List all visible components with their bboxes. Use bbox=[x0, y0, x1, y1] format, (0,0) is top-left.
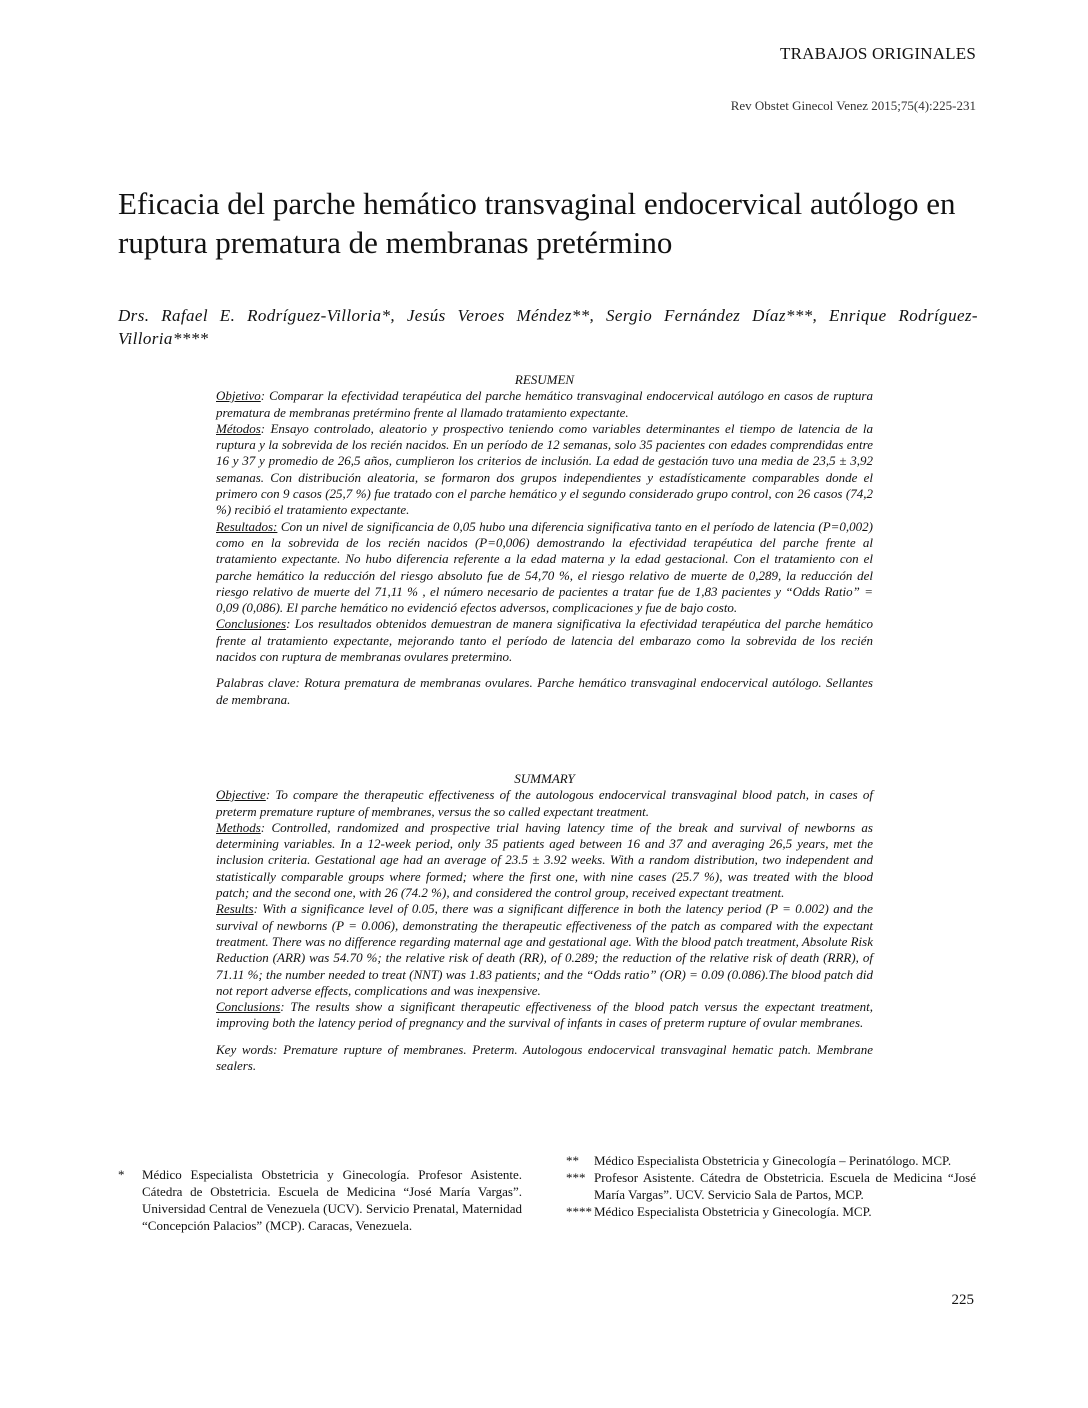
key-words: Key words: Premature rupture of membranes. Preterm. Autologous endocervical transvaginal hematic patch. Membrane sealers. bbox=[216, 1041, 873, 1074]
author-list: Drs. Rafael E. Rodríguez-Villoria*, Jesús Veroes Méndez**, Sergio Fernández Díaz***, Enrique Rodríguez-Villoria**** bbox=[118, 306, 978, 348]
objetivo-label: Objetivo bbox=[216, 388, 261, 404]
journal-citation: Rev Obstet Ginecol Venez 2015;75(4):225-231 bbox=[730, 98, 976, 113]
footnote-item bbox=[566, 1152, 976, 1169]
footnote-item bbox=[566, 1203, 976, 1220]
conclusiones-text: : Los resultados obtenidos demuestran de manera significativa la efectividad terapéutica del parche hemático frente al tratamiento expectante, mejorando tanto el período de latencia del embarazo como la sobrevida de los recién nacidos con ruptura de membranas ovulares pretermino. bbox=[216, 616, 873, 665]
footnote-mark: * bbox=[118, 1167, 125, 1182]
resumen-objetivo bbox=[216, 388, 873, 421]
article-title: Eficacia del parche hemático transvaginal endocervical autólogo en ruptura prematura de membranas pretérmino bbox=[118, 186, 956, 260]
resumen-heading: RESUMEN bbox=[514, 372, 575, 387]
footnote-text: Médico Especialista Obstetricia y Ginecología – Perinatólogo. MCP. bbox=[594, 1153, 952, 1168]
metodos-text: : Ensayo controlado, aleatorio y prospectivo teniendo como variables determinantes el tiempo de latencia de la ruptura y la sobrevida de los recién nacidos. En un período de 12 semanas, solo 35 pacientes con edades comprendidas entre 16 y 37 y promedio de 26,5 años, cumplieron los criterios de inclusión. La edad de gestación tuvo una media de 23,5 ± 3,92 semanas. Con distribución aleatoria, se formaron dos grupos independientes y estadísticamente comparables donde el primero con 9 casos (25,7 %) fue tratado con el parche hemático y el segundo considerado grupo control, con 26 casos (74,2 %) recibió el tratamiento expectante. bbox=[216, 420, 873, 518]
objective-label: Objective bbox=[216, 787, 266, 803]
footnotes-left bbox=[118, 1166, 522, 1234]
footnote-item bbox=[118, 1166, 522, 1234]
footnote-mark: ** bbox=[566, 1153, 579, 1168]
conclusiones-label: Conclusiones bbox=[216, 616, 287, 632]
footnote-mark: *** bbox=[566, 1170, 586, 1185]
resumen-abstract bbox=[216, 372, 873, 708]
methods-text: : Controlled, randomized and prospective trial having latency time of the break and survival of newborns as determining variables. In a 12-week period, only 35 patients aged between 16 and 37 and averaging 26,5 years, met the inclusion criteria. Gestational age had an average of 23.5 ± 3.92 weeks. With a random distribution, two independent and statistically comparable groups where formed; where the first one, with nine cases (25.7 %), was treated with the blood patch; and the second one, with 26 (74.2 %), and considered the control group, received expectant treatment. bbox=[216, 819, 873, 901]
section-label: TRABAJOS ORIGINALES bbox=[779, 44, 976, 63]
conclusions-label: Conclusions bbox=[216, 999, 281, 1015]
summary-heading: SUMMARY bbox=[514, 771, 575, 786]
results-text: : With a significance level of 0.05, there was a significant difference in both the latency period (P = 0.002) and the survival of newborns (P = 0.006), demonstrating the therapeutic effectiveness of the patch as compared with the expectant treatment. There was no difference regarding maternal age and gestational age. With the blood patch treatment, Absolute Risk Reduction (ARR) was 54.70 %; the relative risk of death (RR), of 0.289; the reduction of the relative risk of death (RRR), of 71.11 %; the number needed to treat (NNT) was 1.83 patients; and the “Odds ratio” (OR) = 0.09 (0.086).The blood patch did not report adverse effects, complications and was inexpensive. bbox=[216, 901, 873, 998]
palabras-clave: Palabras clave: Rotura prematura de membranas ovulares. Parche hemático transvaginal endocervical autólogo. Sellantes de membrana. bbox=[216, 675, 873, 707]
results-label: Results bbox=[216, 901, 254, 917]
objetivo-text: : Comparar la efectividad terapéutica del parche hemático transvaginal endocervical autólogo en casos de ruptura prematura de membranas pretérmino frente al llamado tratamiento expectante. bbox=[216, 388, 873, 420]
summary-conclusions bbox=[216, 999, 873, 1032]
summary-results bbox=[216, 901, 873, 999]
summary-objective bbox=[216, 787, 873, 820]
resultados-label: Resultados: bbox=[216, 518, 278, 534]
resumen-metodos bbox=[216, 421, 873, 519]
resumen-resultados bbox=[216, 519, 873, 617]
conclusions-text: : The results show a significant therapeutic effectiveness of the blood patch versus the expectant treatment, improving both the latency period of pregnancy and the survival of infants in cases of preterm rupture of ovular membranes. bbox=[216, 999, 873, 1031]
summary-abstract bbox=[216, 771, 873, 1074]
methods-label: Methods bbox=[216, 819, 261, 835]
page-number: 225 bbox=[951, 1292, 974, 1308]
footnote-item bbox=[566, 1169, 976, 1203]
metodos-label: Métodos bbox=[216, 420, 261, 436]
resumen-conclusiones bbox=[216, 616, 873, 665]
footnote-text: Profesor Asistente. Cátedra de Obstetricia. Escuela de Medicina “José María Vargas”. UCV. Servicio Sala de Partos, MCP. bbox=[594, 1170, 976, 1202]
footnote-text: Médico Especialista Obstetricia y Ginecología. MCP. bbox=[594, 1204, 872, 1219]
footnote-text: Médico Especialista Obstetricia y Ginecología. Profesor Asistente. Cátedra de Obstetricia. Escuela de Medicina “José María Vargas”. Universidad Central de Venezuela (UCV). Servicio Prenatal, Maternidad “Concepción Palacios” (MCP). Caracas, Venezuela. bbox=[142, 1167, 522, 1233]
objective-text: : To compare the therapeutic effectiveness of the autologous endocervical transvaginal blood patch, in cases of preterm premature rupture of membranes, versus the so called expectant treatment. bbox=[216, 787, 873, 819]
footnote-mark: **** bbox=[566, 1204, 592, 1219]
summary-methods bbox=[216, 820, 873, 901]
footnotes-right bbox=[566, 1152, 976, 1220]
resultados-text: Con un nivel de significancia de 0,05 hubo una diferencia significativa tanto en el período de latencia (P=0,002) como en la sobrevida de los recién nacidos (P=0,006) demostrando la efectividad terapéutica del parche frente al tratamiento expectante. No hubo diferencia referente a la edad materna y la edad gestacional. Con el tratamiento con el parche hemático la reducción del riesgo absoluto fue de 54,70 %, el riesgo relativo de muerte de 0,289, la reducción del riesgo relativo de muerte del 71,11 % , el número necesario de pacientes a tratar fue de 1,83 pacientes y “Odds Ratio” = 0,09 (0,086). El parche hemático no evidenció efectos adversos, complicaciones y fue de bajo costo. bbox=[216, 518, 873, 616]
